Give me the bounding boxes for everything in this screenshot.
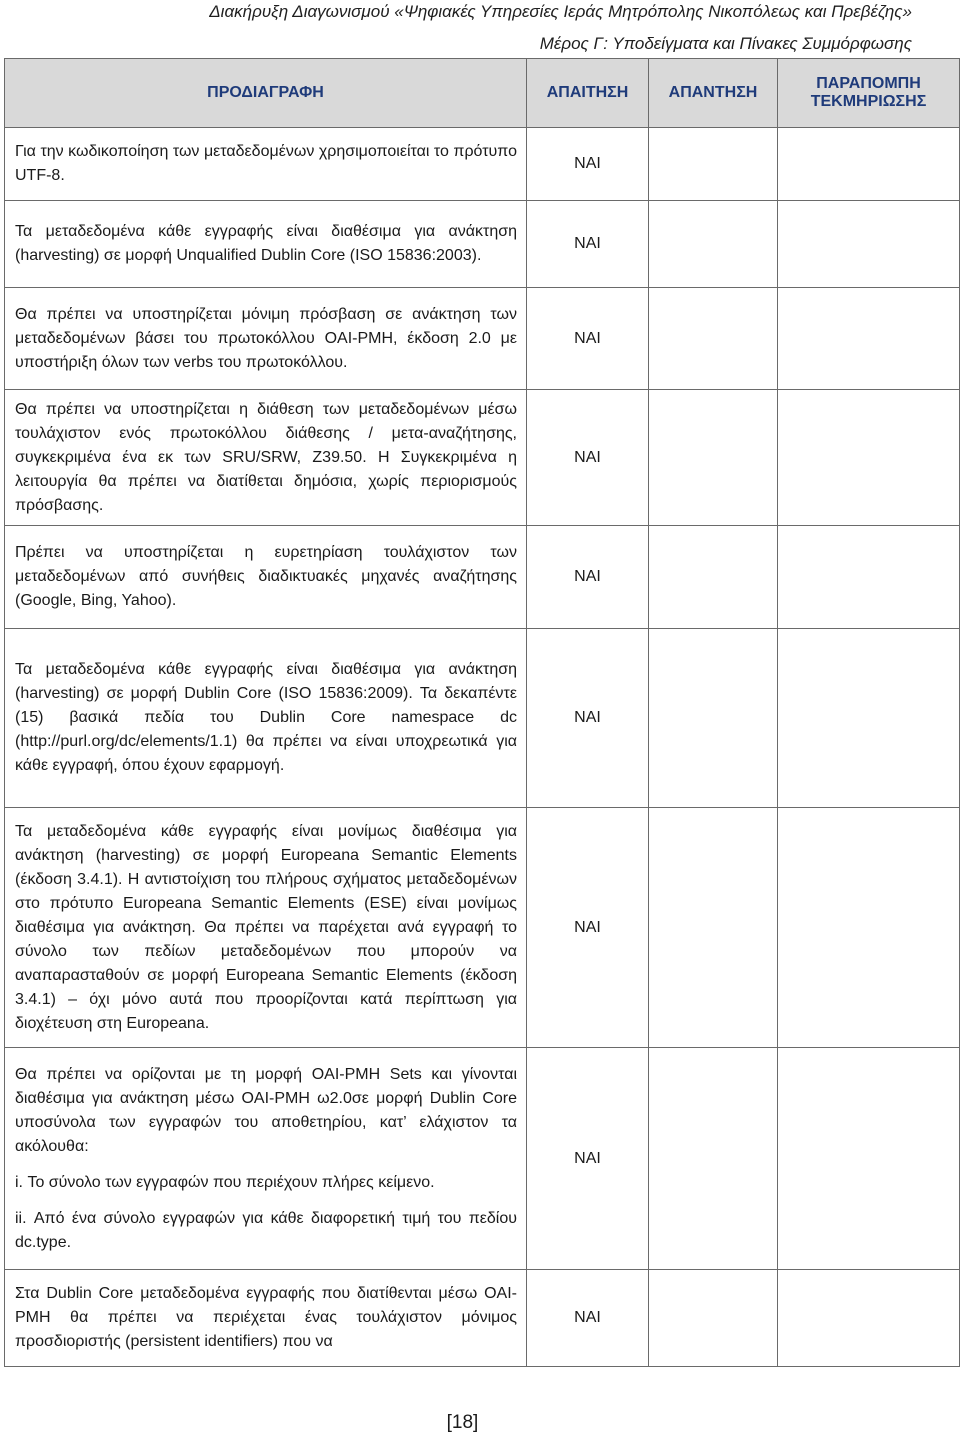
table-row [5, 288, 960, 390]
specification-text: Τα μεταδεδομένα κάθε εγγραφής είναι μονίμως διαθέσιμα για ανάκτηση (harvesting) σε μορφή Europeana Semantic Elements (έκδοση 3.4.1). Η αντιστοίχιση του πλήρους σχήματος μεταδεδομένων στο πρότυπο Europeana Semantic Elements (ESE) είναι μονίμως διαθέσιμα για ανάκτηση. Θα πρέπει να παρέχεται ανά εγγραφή το σύνολο των πεδίων μεταδεδομένων που μπορούν να αναπαρασταθούν σε μορφή Europeana Semantic Elements (έκδοση 3.4.1) – όχι μόνο αυτά που προορίζονται κατά περίπτωση για διοχέτευση στη Europeana. [15, 822, 517, 1032]
table-row [5, 808, 960, 1048]
answer-cell[interactable] [649, 288, 778, 390]
reference-cell[interactable] [778, 629, 960, 808]
table-header-row [5, 59, 960, 128]
reference-cell[interactable] [778, 1270, 960, 1367]
specification-text: i. Το σύνολο των εγγραφών που περιέχουν πλήρες κείμενο. [15, 1173, 435, 1191]
answer-cell[interactable] [649, 1270, 778, 1367]
reference-cell[interactable] [778, 808, 960, 1048]
specification-cell [5, 1270, 527, 1367]
requirement-cell: ΝΑΙ [527, 390, 649, 526]
reference-cell[interactable] [778, 526, 960, 629]
answer-cell[interactable] [649, 629, 778, 808]
requirement-cell: ΝΑΙ [527, 128, 649, 201]
requirement-cell: ΝΑΙ [527, 526, 649, 629]
table-row [5, 390, 960, 526]
table-row [5, 629, 960, 808]
reference-cell[interactable] [778, 1048, 960, 1270]
table-row [5, 201, 960, 288]
requirement-cell: ΝΑΙ [527, 808, 649, 1048]
requirement-cell: ΝΑΙ [527, 201, 649, 288]
specification-cell [5, 629, 527, 808]
specification-text: Θα πρέπει να υποστηρίζεται μόνιμη πρόσβαση σε ανάκτηση των μεταδεδομένων βάσει του πρωτοκόλλου OAI-PMH, έκδοση 2.0 με υποστήριξη όλων των verbs του πρωτοκόλλου. [15, 305, 517, 371]
table-row [5, 1048, 960, 1270]
specification-text: ii. Από ένα σύνολο εγγραφών για κάθε διαφορετική τιμή του πεδίου dc.type. [15, 1209, 517, 1251]
specification-cell [5, 128, 527, 201]
requirement-cell: ΝΑΙ [527, 288, 649, 390]
specification-cell [5, 288, 527, 390]
specification-text: Θα πρέπει να υποστηρίζεται η διάθεση των μεταδεδομένων μέσω τουλάχιστον ενός πρωτοκόλλου διάθεσης / μετα-αναζήτησης, συγκεκριμένα ένα εκ των SRU/SRW, Z39.50. Η Συγκεκριμένα η λειτουργία θα πρέπει να διατίθεται δημόσια, χωρίς περιορισμούς πρόσβασης. [15, 400, 517, 514]
column-header-reference: ΠΑΡΑΠΟΜΠΗ ΤΕΚΜΗΡΙΩΣΗΣ [778, 59, 960, 128]
column-header-specification: ΠΡΟΔΙΑΓΡΑΦΗ [5, 59, 527, 128]
specification-cell [5, 201, 527, 288]
column-header-requirement: ΑΠΑΙΤΗΣΗ [527, 59, 649, 128]
specification-text: Για την κωδικοποίηση των μεταδεδομένων χρησιμοποιείται το πρότυπο UTF-8. [15, 143, 517, 184]
specification-text: Στα Dublin Core μεταδεδομένα εγγραφής που διατίθενται μέσω OAI-PMH θα πρέπει να περιέχεται ένας τουλάχιστον μόνιμος προσδιοριστής (persistent identifiers) που να [15, 1285, 517, 1350]
specification-cell [5, 390, 527, 526]
answer-cell[interactable] [649, 390, 778, 526]
document-section-header: Μέρος Γ: Υποδείγματα και Πίνακες Συμμόρφωσης [539, 34, 912, 53]
requirement-cell: ΝΑΙ [527, 1270, 649, 1367]
answer-cell[interactable] [649, 808, 778, 1048]
document-title-header: Διακήρυξη Διαγωνισμού «Ψηφιακές Υπηρεσίες Ιεράς Μητρόπολης Νικοπόλεως και Πρεβέζης» [209, 2, 912, 21]
specification-cell [5, 1048, 527, 1270]
answer-cell[interactable] [649, 128, 778, 201]
specification-text: Θα πρέπει να ορίζονται με τη μορφή OAI-PMH Sets και γίνονται διαθέσιμα για ανάκτηση μέσω OAI-PMH ω2.0σε μορφή Dublin Core υποσύνολα των εγγραφών του αποθετηρίου, κατ’ ελάχιστον τα ακόλουθα: [15, 1065, 517, 1155]
requirement-cell: ΝΑΙ [527, 629, 649, 808]
specification-text: Τα μεταδεδομένα κάθε εγγραφής είναι διαθέσιμα για ανάκτηση (harvesting) σε μορφή Unqualified Dublin Core (ISO 15836:2003). [15, 223, 517, 264]
column-header-answer: ΑΠΑΝΤΗΣΗ [649, 59, 778, 128]
specification-cell [5, 526, 527, 629]
answer-cell[interactable] [649, 201, 778, 288]
page-number: [18] [446, 1412, 479, 1433]
requirement-cell: ΝΑΙ [527, 1048, 649, 1270]
reference-cell[interactable] [778, 390, 960, 526]
answer-cell[interactable] [649, 526, 778, 629]
specification-cell [5, 808, 527, 1048]
reference-cell[interactable] [778, 201, 960, 288]
specification-text: Τα μεταδεδομένα κάθε εγγραφής είναι διαθέσιμα για ανάκτηση (harvesting) σε μορφή Dublin Core (ISO 15836:2009). Τα δεκαπέντε (15) βασικά πεδία του Dublin Core namespace dc (http://purl.org/dc/elements/1.1) θα πρέπει να είναι υποχρεωτικά για κάθε εγγραφή, όπου έχουν εφαρμογή. [15, 661, 517, 774]
compliance-table [4, 58, 960, 1367]
table-row [5, 526, 960, 629]
answer-cell[interactable] [649, 1048, 778, 1270]
specification-text: Πρέπει να υποστηρίζεται η ευρετηρίαση τουλάχιστον των μεταδεδομένων από συνήθεις διαδικτυακές μηχανές αναζήτησης (Google, Bing, Yahoo). [15, 544, 517, 609]
reference-cell[interactable] [778, 128, 960, 201]
table-row [5, 128, 960, 201]
reference-cell[interactable] [778, 288, 960, 390]
table-row [5, 1270, 960, 1367]
